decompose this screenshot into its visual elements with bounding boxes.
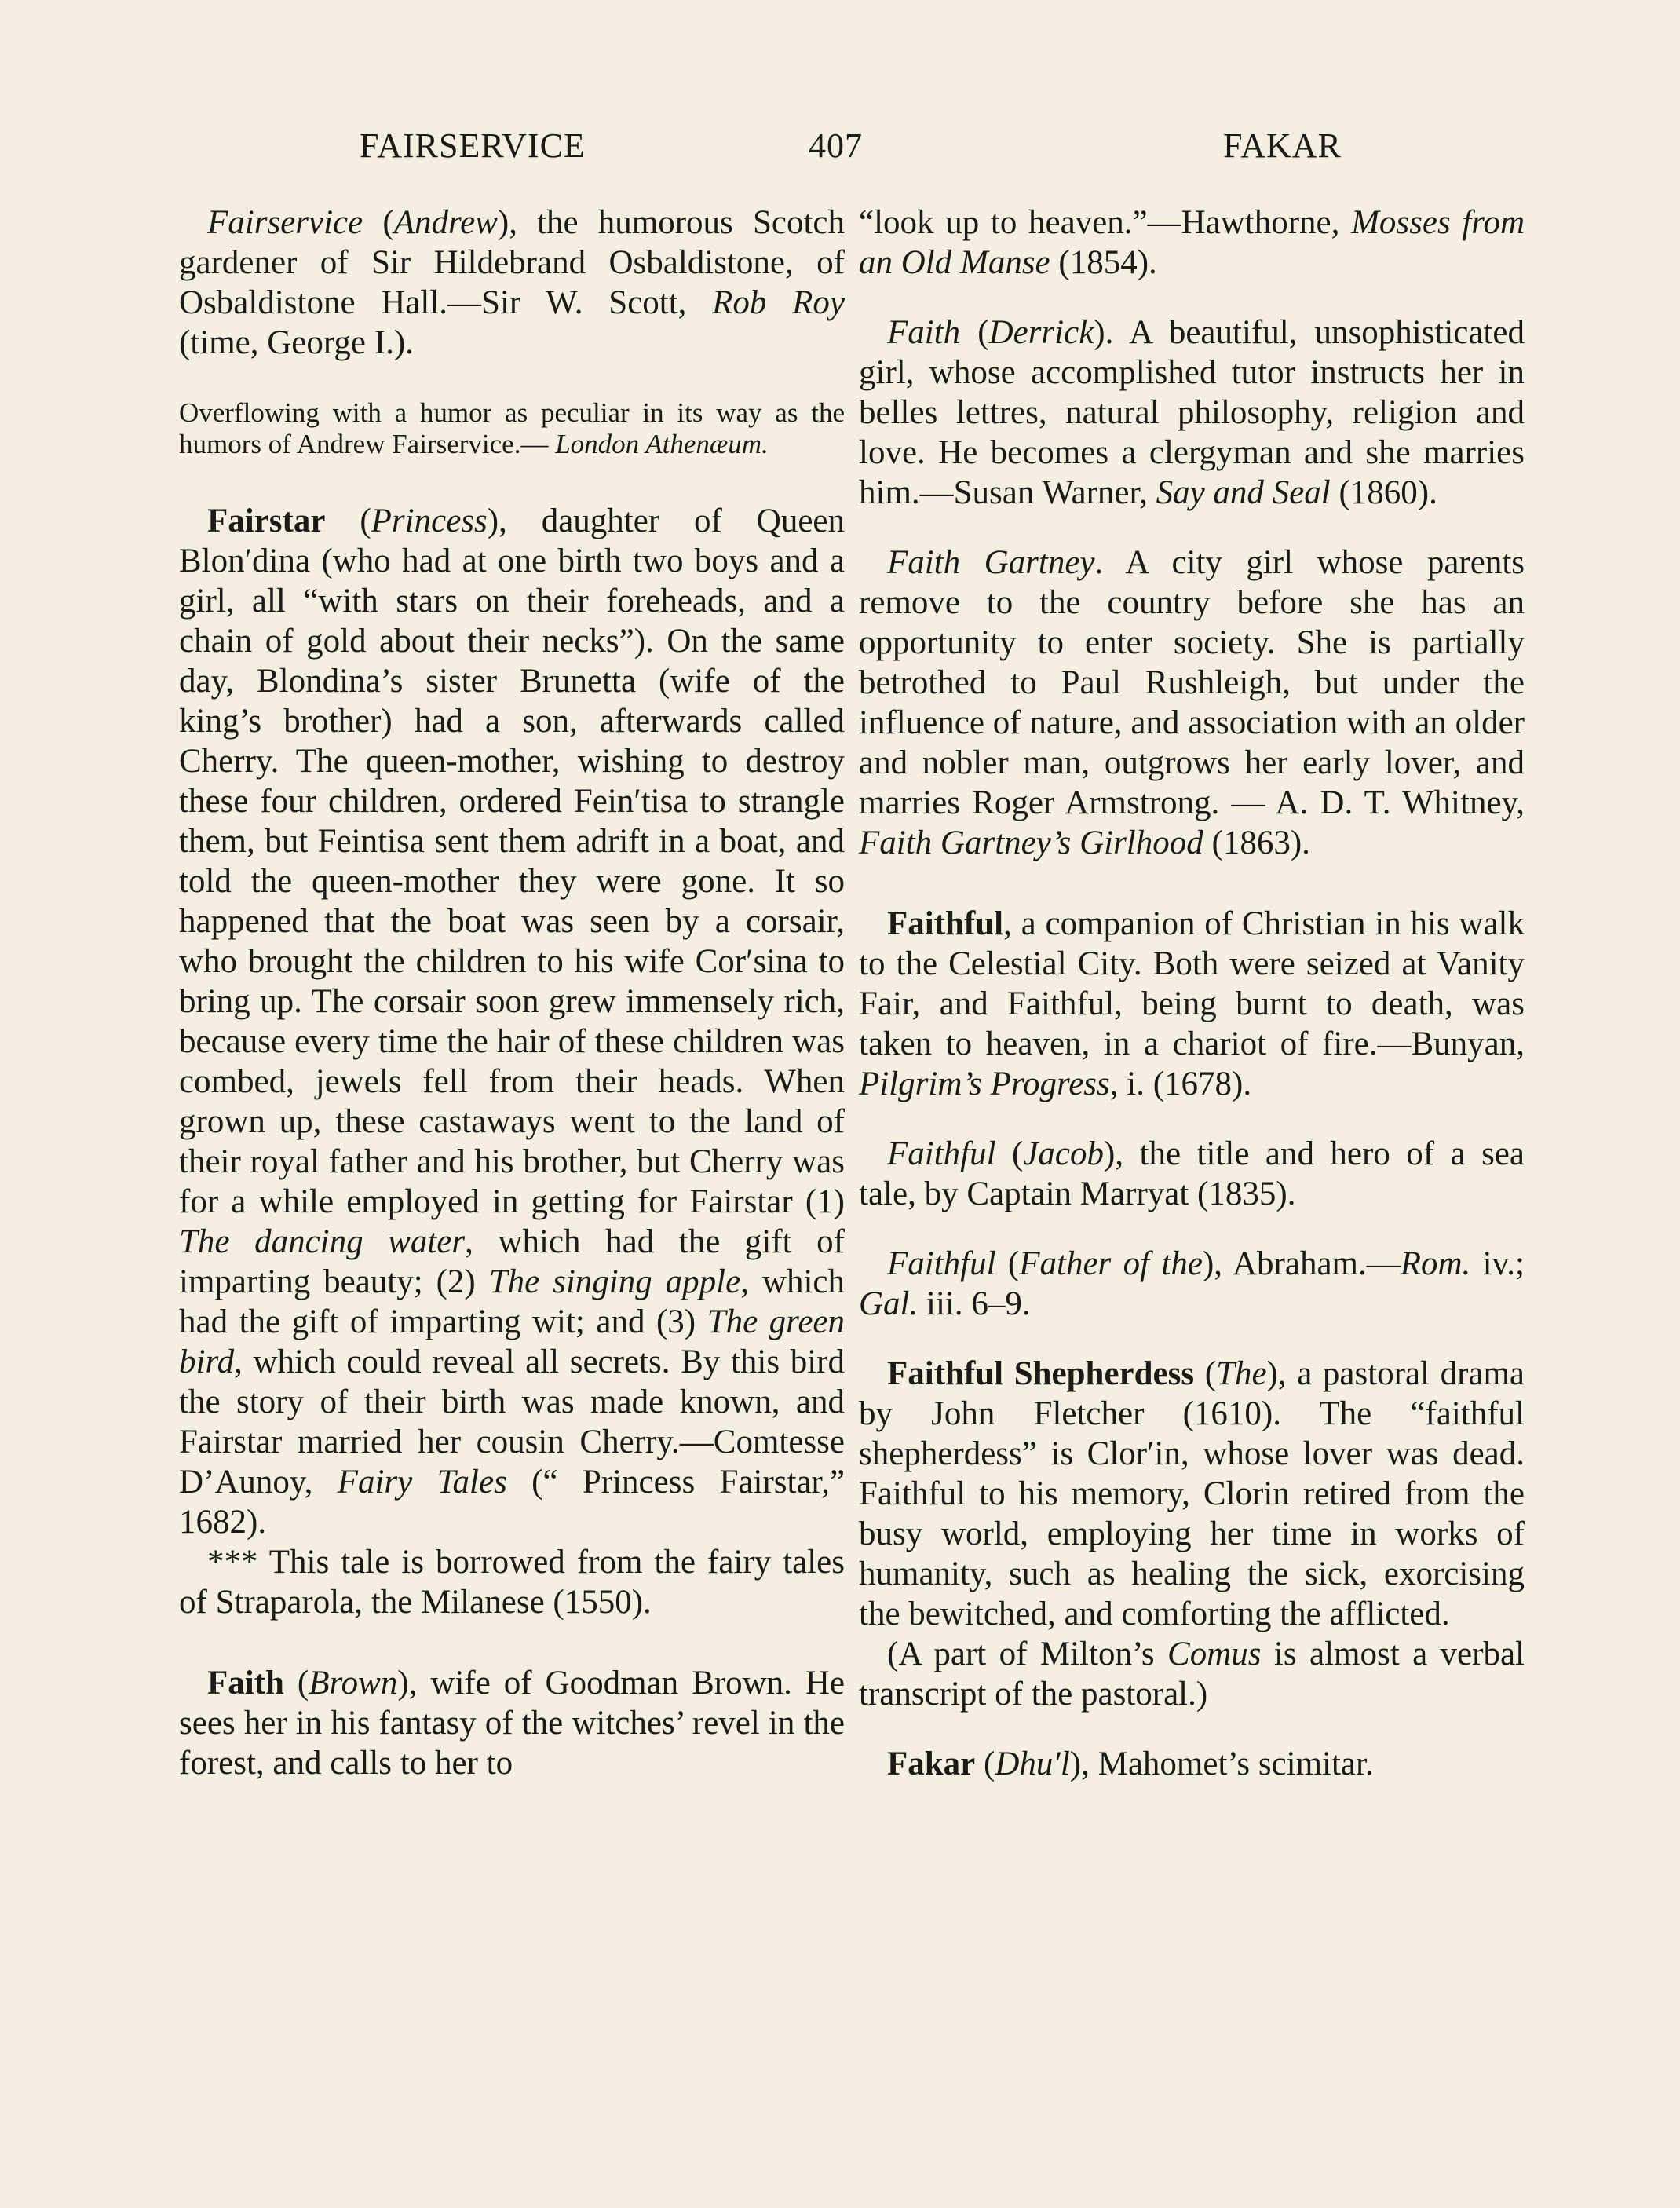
entry-alias: Andrew bbox=[393, 204, 498, 241]
entry-alias: Dhu′l bbox=[995, 1746, 1070, 1782]
entry-text: , the title and hero of a sea tale, by Captain Marryat (1835). bbox=[859, 1135, 1525, 1212]
entry-alias: Jacob bbox=[1023, 1135, 1105, 1172]
entry-faith-brown-continued bbox=[859, 203, 1525, 283]
header-right-guide-word: FAKAR bbox=[1223, 126, 1342, 165]
entry-headword: Faithful bbox=[887, 1245, 996, 1282]
entry-text: , Mahomet’s scimitar. bbox=[1081, 1746, 1374, 1782]
entry-text: , a companion of Christian in his walk to the Celestial City. Both were seized at Vanity Fair, and Faithful, being burnt to death, was taken to heaven, in a chariot of fire.—Bunyan, bbox=[859, 905, 1525, 1062]
work-title: Faith Gartney’s Girlhood bbox=[859, 824, 1203, 861]
entry-headword: Faithful Shepherdess bbox=[887, 1355, 1195, 1392]
entry-text: “look up to heaven.”—Hawthorne, bbox=[859, 204, 1352, 241]
work-title: The green bird bbox=[179, 1303, 845, 1380]
entry-alias: Father of the bbox=[1019, 1245, 1203, 1282]
work-title: Comus bbox=[1167, 1636, 1262, 1672]
entry-text: iii. 6–9. bbox=[918, 1285, 1031, 1322]
entry-text: . A city girl whose parents remove to the country before she has an opportunity to enter society. She is partially betrothed to Paul Rushleigh, but under the influence of nature, and association with an older and nobler man, outgrows her early lover, and marries Roger Armstrong. — A. D. T. Whitney, bbox=[859, 544, 1525, 821]
entry-note: *** This tale is borrowed from the fairy tales of Straparola, the Milanese (1550). bbox=[179, 1544, 845, 1621]
header-left-guide-word: FAIRSERVICE bbox=[360, 126, 586, 165]
entry-faith-brown: Faith (Brown), wife of Goodman Brown. He sees her in his fantasy of the witches’ revel in the forest, and calls to her to bbox=[179, 1665, 845, 1782]
entry-text: (“ Princess Fairstar,” 1682). bbox=[179, 1464, 845, 1541]
work-title: The singing apple bbox=[488, 1263, 741, 1300]
entry-fakar: Fakar (Dhu′l), Mahomet’s scimitar. bbox=[887, 1746, 1374, 1782]
entry-headword: Faith bbox=[207, 1665, 284, 1702]
quotation-text: Overflowing with a humor as peculiar in its way as the humors of Andrew Fairservice.— bbox=[179, 397, 845, 459]
entry-faithful-shepherdess: Faithful Shepherdess (The), a pastoral drama by John Fletcher (1610). The “faithful shepherdess” is Clor′in, whose lover was dead. Faithful to his memory, Clorin retired from the busy world, employing her time in works of humanity, such as healing the sick, exorcising the bewitched, and comforting the afflicted. bbox=[859, 1355, 1525, 1632]
work-title: Mosses from an Old Manse bbox=[859, 204, 1525, 281]
work-title: Rob Roy bbox=[712, 284, 845, 321]
entry-text: iv.; bbox=[1470, 1245, 1525, 1282]
running-header bbox=[0, 126, 1680, 173]
entry-alias: Princess bbox=[371, 503, 488, 539]
entry-text: , i. (1678). bbox=[1109, 1066, 1252, 1102]
entry-text: . A beautiful, unsophisticated girl, whose accomplished tutor instructs her in belles lettres, natural philosophy, religion and love. He becomes a clergyman and she marries him.—Susan Warner, bbox=[859, 314, 1525, 511]
entry-headword: Fairstar bbox=[207, 503, 326, 539]
entry-text: (1863). bbox=[1203, 824, 1310, 861]
entry-alias: Derrick bbox=[988, 314, 1094, 351]
entry-text: (A part of Milton’s bbox=[887, 1636, 1168, 1672]
right-column bbox=[859, 203, 1525, 1784]
work-title: The dancing water bbox=[179, 1223, 466, 1260]
entry-faith-derrick: Faith (Derrick). A beautiful, unsophisticated girl, whose accomplished tutor instructs her in belles lettres, natural philosophy, religion and love. He becomes a clergyman and she marries him.—Susan Warner, Say and Seal (1860). bbox=[859, 314, 1525, 511]
entry-text: , a pastoral drama by John Fletcher (1610). The “faithful shepherdess” is Clor′in, whose lover was dead. Faithful to his memory, Clorin retired from the busy world, employing her time in works of humanity, such as healing the sick, exorcising the bewitched, and comforting the afflicted. bbox=[859, 1355, 1525, 1632]
entry-text: , Abraham.— bbox=[1214, 1245, 1401, 1282]
quotation bbox=[179, 397, 845, 460]
entry-headword: Faith Gartney bbox=[887, 544, 1095, 581]
quotation-source: London Athenæum. bbox=[555, 429, 769, 459]
entry-alias: Brown bbox=[309, 1665, 398, 1702]
work-title: Say and Seal bbox=[1156, 474, 1331, 511]
entry-text: , wife of Goodman Brown. He sees her in his fantasy of the witches’ revel in the forest, and calls to her to bbox=[179, 1665, 845, 1782]
entry-faithful bbox=[859, 904, 1525, 1104]
entry-text: , which could reveal all secrets. By this bird the story of their birth was made known, and Fairstar married her cousin Cherry.—Comtesse D’Aunoy, bbox=[179, 1343, 845, 1501]
entry-headword: Fakar bbox=[887, 1746, 976, 1782]
entry-note bbox=[859, 1634, 1525, 1714]
entry-alias: The bbox=[1216, 1355, 1267, 1392]
left-column bbox=[179, 203, 845, 1783]
scripture-ref: Gal. bbox=[859, 1285, 919, 1322]
work-title: Pilgrim’s Progress bbox=[859, 1066, 1110, 1102]
page-number: 407 bbox=[809, 126, 863, 165]
entry-text: , which had the gift of imparting wit; and (3) bbox=[179, 1263, 845, 1340]
entry-fairstar: Fairstar (Princess), daughter of Queen Blon′dina (who had at one birth two boys and a girl, all “with stars on their foreheads, and a chain of gold about their necks”). On the same day, Blondina’s sister Brunetta (wife of the king’s brother) had a son, afterwards called Cherry. The queen-mother, wishing to destroy these four children, ordered Fein′tisa to strangle them, but Feintisa sent them adrift in a boat, and told the queen-mother they were gone. It so happened that the boat was seen by a corsair, who brought the children to his wife Cor′sina to bring up. The corsair soon grew immensely rich, because every time the hair of these children was combed, jewels fell from their heads. When grown up, these castaways went to the land of their royal father and his brother, but Cherry was for a while employed in getting for Fairstar (1) The dancing water, which had the gift of imparting beauty; (2) The singing apple, which had the gift of imparting wit; and (3) The green bird, which could reveal all secrets. By this bird the story of their birth was made known, and Fairstar married her cousin Cherry.—Comtesse D’Aunoy, Fairy Tales (“ Princess Fairstar,” 1682). bbox=[179, 503, 845, 1541]
entry-headword: Faithful bbox=[887, 905, 1004, 942]
entry-text: , daughter of Queen Blon′dina (who had at one birth two boys and a girl, all “with stars on their foreheads, and a chain of gold about their necks”). On the same day, Blondina’s sister Brunetta (wife of the king’s brother) had a son, afterwards called Cherry. The queen-mother, wishing to destroy these four children, ordered Fein′tisa to strangle them, but Feintisa sent them adrift in a boat, and told the queen-mother they were gone. It so happened that the boat was seen by a corsair, who brought the children to his wife Cor′sina to bring up. The corsair soon grew immensely rich, because every time the hair of these children was combed, jewels fell from their heads. When grown up, these castaways went to the land of their royal father and his brother, but Cherry was for a while employed in getting for Fairstar (1) bbox=[179, 503, 845, 1220]
entry-faithful-father: Faithful (Father of the), Abraham.—Rom. iv.; Gal. iii. 6–9. bbox=[859, 1245, 1525, 1322]
entry-text: is almost a verbal transcript of the pastoral.) bbox=[859, 1636, 1525, 1713]
entry-text: (1854). bbox=[1050, 244, 1157, 281]
work-title: Fairy Tales bbox=[337, 1464, 507, 1501]
entry-text: (time, George I.). bbox=[179, 324, 414, 361]
scripture-ref: Rom. bbox=[1400, 1245, 1471, 1282]
entry-faithful-jacob: Faithful (Jacob), the title and hero of a sea tale, by Captain Marryat (1835). bbox=[859, 1135, 1525, 1212]
entry-headword: Fairservice bbox=[207, 204, 363, 241]
entry-fairservice: Fairservice (Andrew), the humorous Scotch gardener of Sir Hildebrand Osbaldistone, of Osbaldistone Hall.—Sir W. Scott, Rob Roy (time, George I.). bbox=[179, 204, 845, 361]
entry-text: (1860). bbox=[1330, 474, 1437, 511]
entry-faith-gartney bbox=[859, 543, 1525, 863]
entry-headword: Faithful bbox=[887, 1135, 996, 1172]
entry-text: , which had the gift of imparting beauty; (2) bbox=[179, 1223, 845, 1300]
entry-text: , the humorous Scotch gardener of Sir Hildebrand Osbaldistone, of Osbaldistone Hall.—Sir W. Scott, bbox=[179, 204, 845, 321]
entry-headword: Faith bbox=[887, 314, 961, 351]
